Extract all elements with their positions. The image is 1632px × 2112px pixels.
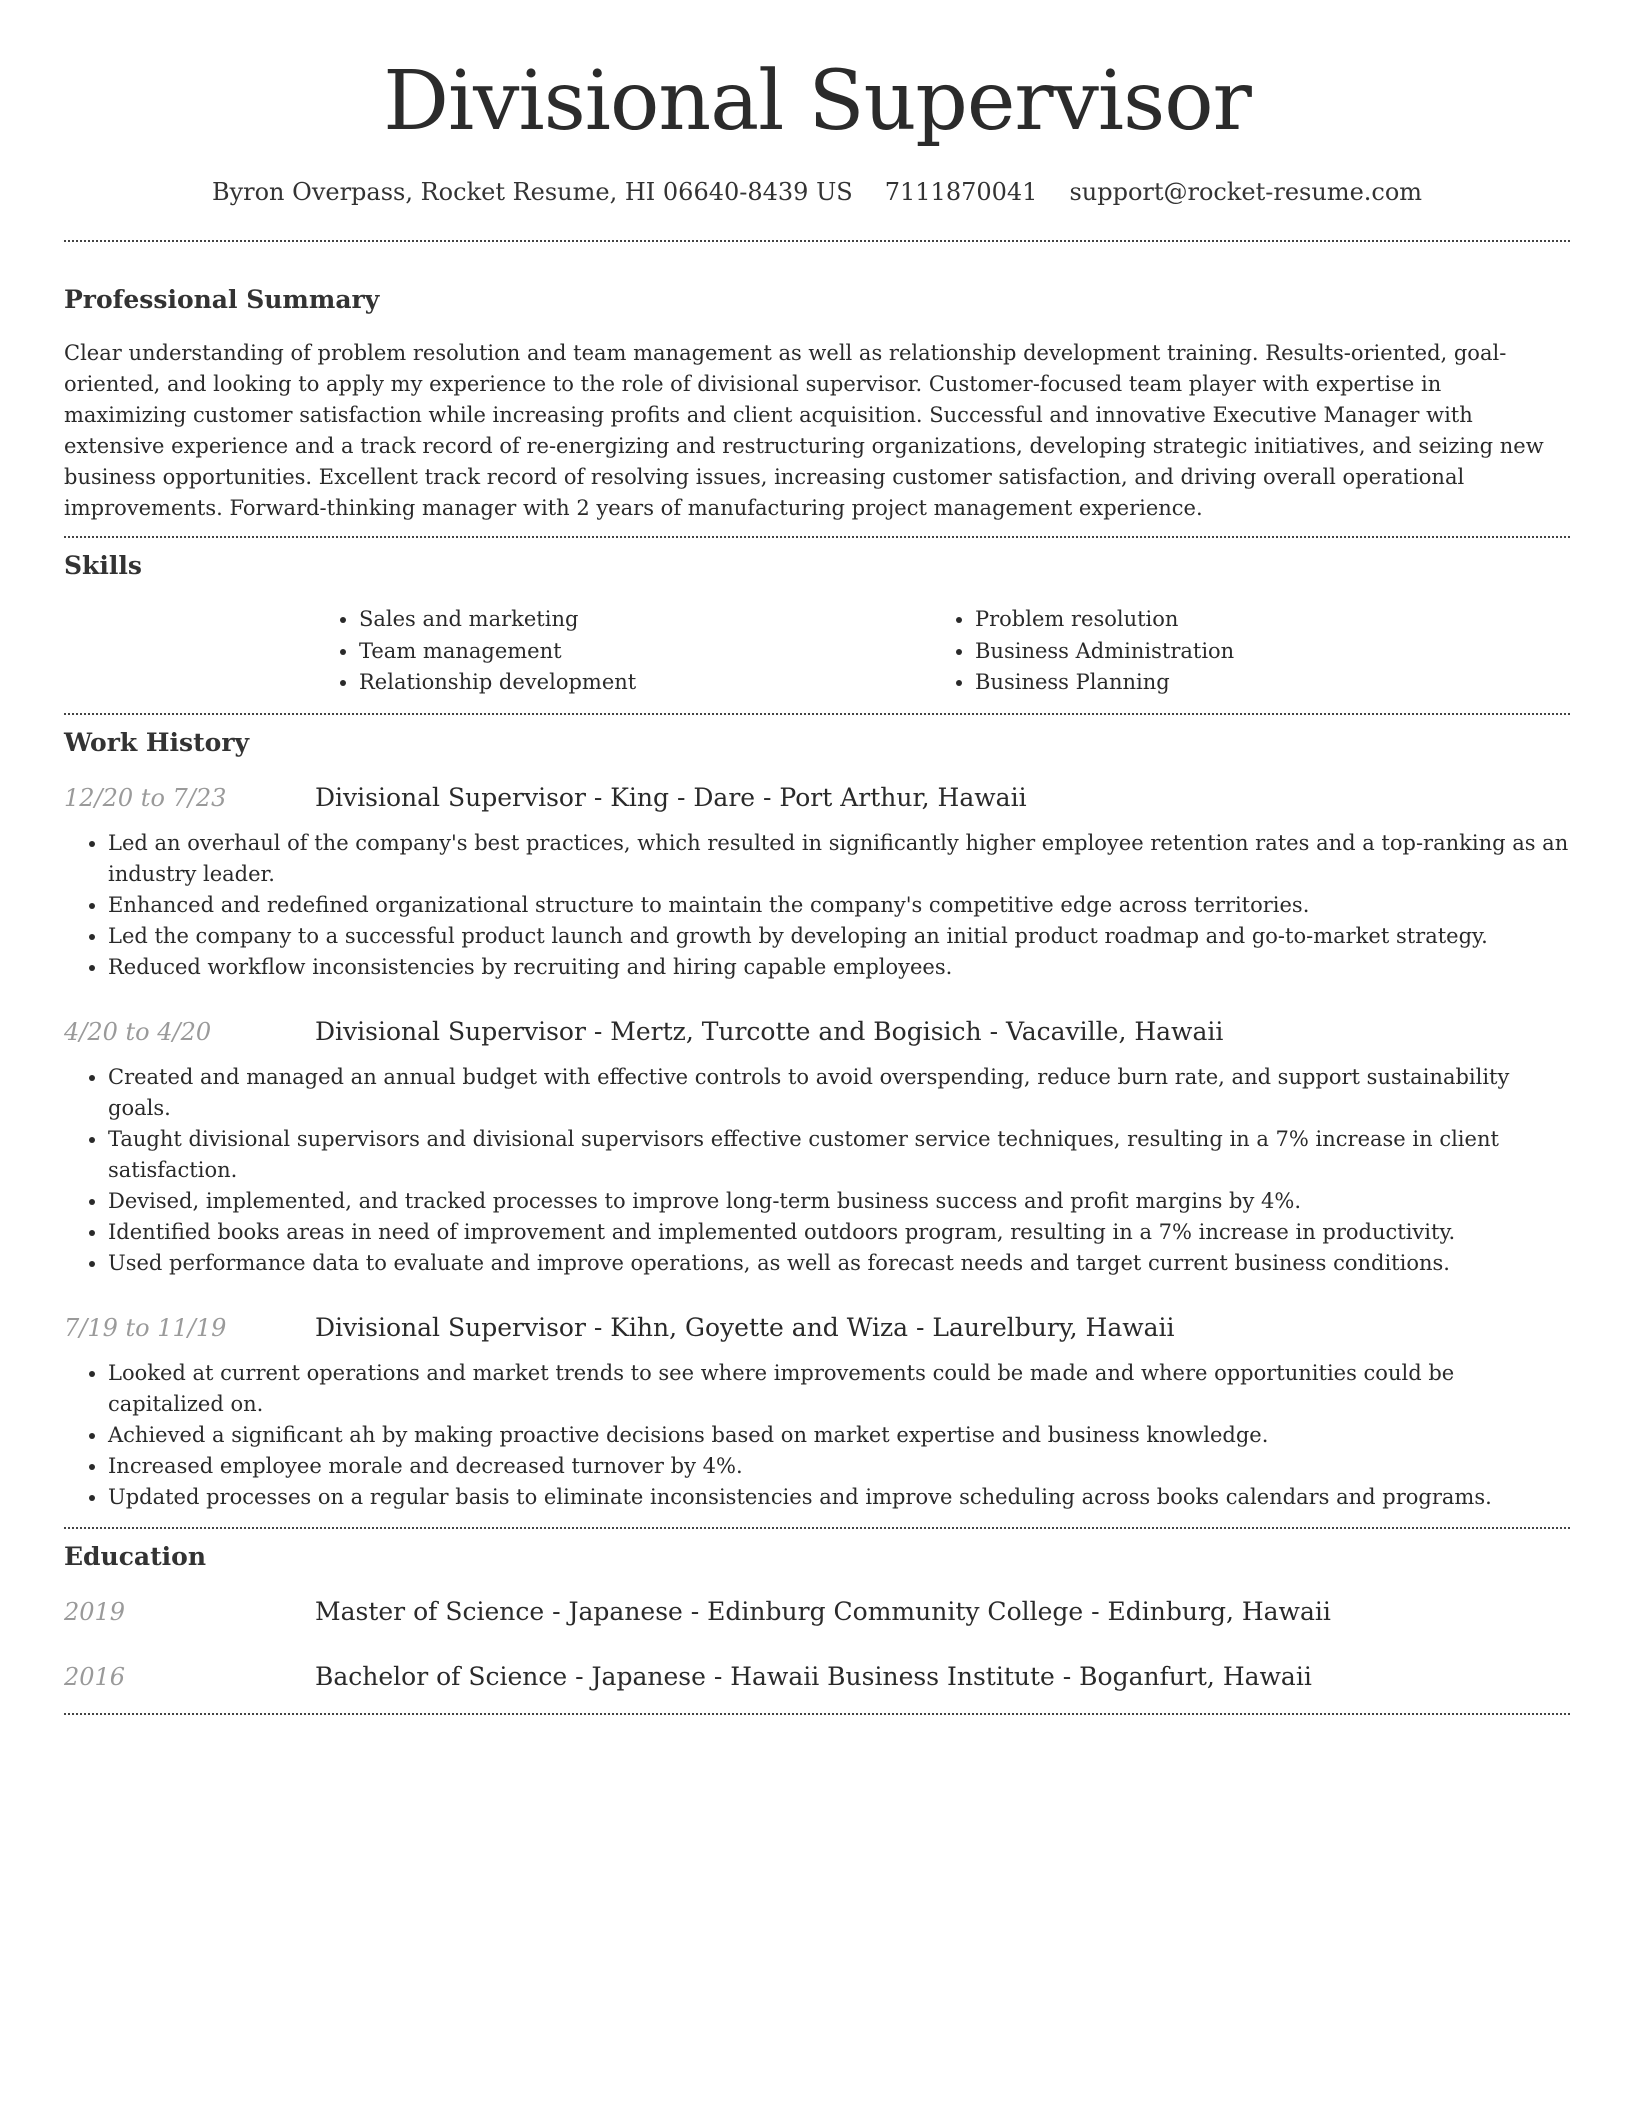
- skills-column-left: [315, 604, 931, 699]
- skill-item: • Sales and marketing: [359, 604, 931, 636]
- job-bullets: [64, 1062, 1570, 1279]
- job-bullet: • Taught divisional supervisors and divisional supervisors effective customer service techniques, resulting in a 7% increase in client satisfaction.: [108, 1124, 1570, 1186]
- job-title: Divisional Supervisor - Kihn, Goyette and Wiza - Laurelbury, Hawaii: [315, 1312, 1175, 1342]
- job-title: Divisional Supervisor - King - Dare - Port Arthur, Hawaii: [315, 782, 1027, 812]
- education-entry: [64, 1662, 1570, 1691]
- job-bullet: • Reduced workflow inconsistencies by recruiting and hiring capable employees.: [108, 952, 1570, 983]
- skill-item: • Business Planning: [975, 667, 1547, 699]
- job-bullet: • Identified books areas in need of improvement and implemented outdoors program, resulting in a 7% increase in productivity.: [108, 1217, 1570, 1248]
- education-entry: [64, 1597, 1570, 1626]
- education-year: 2019: [64, 1597, 126, 1626]
- education-degree: Master of Science - Japanese - Edinburg Community College - Edinburg, Hawaii: [315, 1596, 1331, 1626]
- job-bullet: • Used performance data to evaluate and improve operations, as well as forecast needs and target current business conditions.: [108, 1248, 1570, 1279]
- section-divider: [64, 240, 1570, 242]
- job-bullet: • Led an overhaul of the company's best practices, which resulted in significantly higher employee retention rates and a top-ranking as an industry leader.: [108, 828, 1570, 890]
- section-divider: [64, 713, 1570, 715]
- job-bullets: [64, 1358, 1570, 1513]
- section-divider: [64, 1527, 1570, 1529]
- section-title-work: Work History: [64, 727, 250, 757]
- email-link[interactable]: support@rocket-resume.com: [1069, 178, 1423, 206]
- skill-item: • Team management: [359, 636, 931, 668]
- resume-page: [64, 0, 1570, 1715]
- job-bullet: • Created and managed an annual budget with effective controls to avoid overspending, reduce burn rate, and support sustainability goals.: [108, 1062, 1570, 1124]
- job-header: [64, 783, 1570, 812]
- summary-text: Clear understanding of problem resolution and team management as well as relationship development training. Results-oriented, goal-oriented, and looking to apply my experience to the role of divisional supervisor. Customer-focused team player with expertise in maximizing customer satisfaction while increasing profits and client acquisition. Successful and innovative Executive Manager with extensive experience and a track record of re-energizing and restructuring organizations, developing strategic initiatives, and seizing new business opportunities. Excellent track record of resolving issues, increasing customer satisfaction, and driving overall operational improvements. Forward-thinking manager with 2 years of manufacturing project management experience.: [64, 341, 1544, 520]
- job-entry: [64, 1017, 1570, 1279]
- skills-column-right: [931, 604, 1547, 699]
- job-bullet: • Updated processes on a regular basis to eliminate inconsistencies and improve scheduling across books calendars and programs.: [108, 1482, 1570, 1513]
- candidate-name: Divisional Supervisor: [383, 54, 1251, 149]
- job-bullet: • Looked at current operations and market trends to see where improvements could be made and where opportunities could be capitalized on.: [108, 1358, 1570, 1420]
- phone-text: 7111870041: [884, 178, 1038, 206]
- work-section: [64, 727, 1570, 1513]
- job-date: 7/19 to 11/19: [64, 1313, 227, 1342]
- job-header: [64, 1017, 1570, 1046]
- section-divider: [64, 1713, 1570, 1715]
- job-bullet: • Achieved a significant ah by making proactive decisions based on market expertise and business knowledge.: [108, 1420, 1570, 1451]
- job-entry: [64, 783, 1570, 983]
- education-year: 2016: [64, 1662, 126, 1691]
- section-title-education: Education: [64, 1541, 207, 1571]
- job-header: [64, 1313, 1570, 1342]
- skill-item: • Relationship development: [359, 667, 931, 699]
- job-title: Divisional Supervisor - Mertz, Turcotte and Bogisich - Vacaville, Hawaii: [315, 1016, 1224, 1046]
- job-date: 12/20 to 7/23: [64, 783, 227, 812]
- skill-item: • Problem resolution: [975, 604, 1547, 636]
- job-date: 4/20 to 4/20: [64, 1017, 212, 1046]
- contact-line: [64, 176, 1570, 208]
- section-title-skills: Skills: [64, 551, 142, 580]
- skill-item: • Business Administration: [975, 636, 1547, 668]
- summary-section: [64, 284, 1570, 524]
- section-divider: [64, 536, 1570, 538]
- job-entry: [64, 1313, 1570, 1513]
- education-section: [64, 1541, 1570, 1691]
- job-bullets: [64, 828, 1570, 983]
- skills-list: [315, 604, 1570, 699]
- job-bullet: • Devised, implemented, and tracked processes to improve long-term business success and profit margins by 4%.: [108, 1186, 1570, 1217]
- education-degree: Bachelor of Science - Japanese - Hawaii Business Institute - Boganfurt, Hawaii: [315, 1661, 1312, 1691]
- job-bullet: • Led the company to a successful product launch and growth by developing an initial product roadmap and go-to-market strategy.: [108, 921, 1570, 952]
- job-bullet: • Enhanced and redefined organizational structure to maintain the company's competitive edge across territories.: [108, 890, 1570, 921]
- job-bullet: • Increased employee morale and decreased turnover by 4%.: [108, 1451, 1570, 1482]
- resume-header: [64, 0, 1570, 208]
- skills-section: [64, 550, 1570, 699]
- address-text: Byron Overpass, Rocket Resume, HI 06640-8439 US: [211, 178, 853, 206]
- section-title-summary: Professional Summary: [64, 285, 380, 314]
